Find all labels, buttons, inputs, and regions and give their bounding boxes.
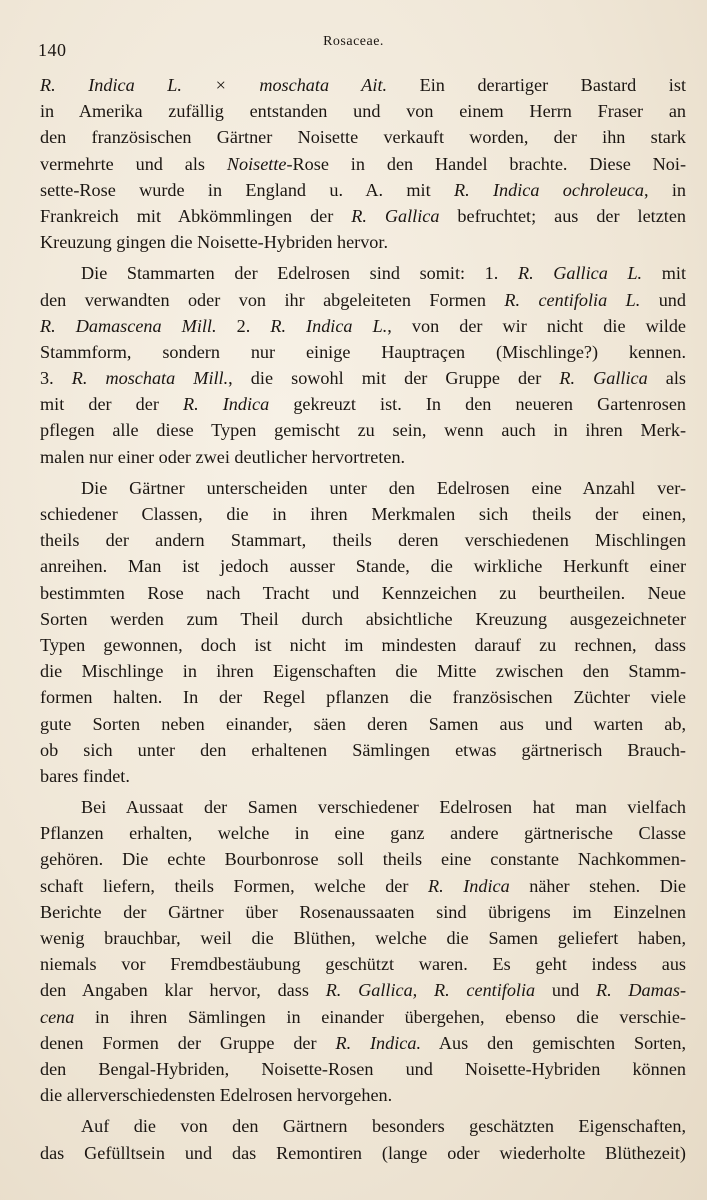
text-run: Bei Aussaat der Samen verschiedener Edelrosen hat man vielfach	[81, 797, 686, 818]
text-line	[40, 229, 686, 255]
text-line	[40, 417, 686, 443]
italic-run: R. Gallica L.	[517, 263, 643, 284]
text-run: den Angaben klar hervor, dass	[40, 980, 326, 1001]
italic-run: cena	[40, 1006, 75, 1027]
text-line	[40, 684, 686, 710]
text-run: wenig brauchbar, weil die Blüthen, welche die Samen geliefert haben,	[40, 928, 686, 948]
text-run: Pflanzen erhalten, welche in eine ganz andere gärtnerische Classe	[40, 823, 686, 844]
italic-run: R. Damascena Mill.	[40, 315, 217, 336]
text-line	[40, 151, 686, 177]
text-run: in ihren Sämlingen in einander übergehen, ebenso die verschie-	[74, 1006, 686, 1027]
text-run: gekreuzt ist. In den neueren Gartenrosen	[269, 394, 686, 415]
text-run: schaft liefern, theils Formen, welche der	[40, 875, 428, 896]
text-run: Auf die von den Gärtnern besonders geschätzten Eigenschaften,	[81, 1116, 686, 1137]
text-line	[40, 1140, 686, 1166]
text-line	[40, 1030, 686, 1056]
text-line	[40, 527, 686, 553]
text-run: malen nur einer oder zwei deutlicher hervortreten.	[40, 446, 406, 467]
text-run: Aus den gemischten Sorten,	[421, 1032, 686, 1053]
running-title: Rosaceae.	[323, 34, 384, 49]
text-run: das Gefülltsein und das Remontiren (lange oder wiederholte Blüthezeit)	[40, 1142, 686, 1163]
text-line	[40, 1056, 686, 1082]
text-line	[40, 737, 686, 763]
text-line	[40, 501, 686, 527]
text-line	[40, 1113, 686, 1139]
text-run: Ein derartiger Bastard ist	[387, 75, 686, 95]
text-run: 2.	[216, 315, 271, 336]
italic-run: R. Gallica	[559, 368, 648, 389]
text-run: Die Gärtner unterscheiden unter den Edelrosen eine Anzahl ver-	[81, 477, 686, 498]
text-line	[40, 339, 686, 365]
text-run: in Amerika zufällig entstanden und von einem Herrn Fraser an	[40, 101, 686, 122]
text-run: gehören. Die echte Bourbonrose soll theils eine constante Nachkommen-	[40, 849, 686, 870]
italic-run: R. Gallica	[351, 205, 440, 226]
italic-run: R. moschata Mill.	[71, 368, 229, 389]
text-run: näher stehen. Die	[509, 875, 686, 896]
text-run: ob sich unter den erhaltenen Sämlingen etwas gärtnerisch Brauch-	[40, 739, 686, 760]
text-line	[40, 444, 686, 470]
text-run: , die sowohl mit der Gruppe der	[228, 368, 560, 389]
text-line	[40, 365, 686, 391]
text-line	[40, 72, 686, 98]
text-run: den Bengal-Hybriden, Noisette-Rosen und Noisette-Hybriden können	[40, 1058, 686, 1079]
text-run: bestimmten Rose nach Tracht und Kennzeichen zu beurtheilen. Neue	[40, 582, 686, 603]
text-run: und	[535, 980, 596, 1001]
text-run: den verwandten oder von ihr abgeleiteten Formen	[40, 289, 505, 310]
italic-run: R. Indica L. × moschata Ait.	[40, 75, 388, 95]
text-line	[40, 177, 686, 203]
text-run: mit	[642, 263, 686, 284]
text-line	[40, 260, 686, 286]
text-line	[40, 580, 686, 606]
text-line	[40, 475, 686, 501]
text-run: Berichte der Gärtner über Rosenaussaaten sind übrigens im Einzelnen	[40, 901, 686, 922]
text-line	[40, 1004, 686, 1030]
text-run: anreihen. Man ist jedoch ausser Stande, die wirkliche Herkunft einer	[40, 556, 686, 577]
paragraph	[40, 475, 686, 789]
italic-run: R. Indica L.	[270, 315, 388, 336]
text-line	[40, 606, 686, 632]
text-line	[40, 632, 686, 658]
text-run: den französischen Gärtner Noisette verkauft worden, der ihn stark	[40, 127, 686, 148]
text-run: , in	[643, 179, 686, 200]
italic-run: R. Gallica, R. centifolia	[325, 980, 536, 1001]
italic-run: R. Damas-	[595, 980, 687, 1001]
text-run: und	[640, 289, 686, 310]
text-run: schiedener Classen, die in ihren Merkmalen sich theils der einen,	[40, 504, 686, 524]
text-run: als	[647, 368, 686, 389]
text-line	[40, 124, 686, 150]
text-line	[40, 925, 686, 951]
text-run: Die Stammarten der Edelrosen sind somit: 1.	[81, 263, 518, 284]
text-run: pflegen alle diese Typen gemischt zu sein, wenn auch in ihren Merk-	[40, 420, 686, 441]
italic-run: R. Indica	[183, 394, 270, 415]
text-run: die Mischlinge in ihren Eigenschaften die Mitte zwischen den Stamm-	[40, 661, 686, 682]
text-line	[40, 846, 686, 872]
text-run: denen Formen der Gruppe der	[40, 1032, 336, 1053]
italic-run: R. centifolia L.	[504, 289, 641, 310]
italic-run: R. Indica	[428, 875, 510, 896]
text-line	[40, 658, 686, 684]
text-run: Stammform, sondern nur einige Hauptraçen (Mischlinge?) kennen.	[40, 341, 686, 362]
text-line	[40, 711, 686, 737]
paragraph	[40, 794, 686, 1108]
body-text	[40, 72, 686, 1166]
text-line	[40, 313, 686, 339]
text-line	[40, 794, 686, 820]
text-line	[40, 98, 686, 124]
paragraph	[40, 72, 686, 255]
text-run: niemals vor Fremdbestäubung geschützt waren. Es geht indess aus	[40, 954, 686, 975]
text-run: bares findet.	[40, 765, 130, 786]
italic-run: R. Indica ochroleuca	[453, 179, 644, 200]
text-line	[40, 873, 686, 899]
text-run: formen halten. In der Regel pflanzen die französischen Züchter viele	[40, 687, 686, 708]
text-line	[40, 203, 686, 229]
italic-run: R. Indica.	[335, 1032, 422, 1053]
text-run: Kreuzung gingen die Noisette-Hybriden hervor.	[40, 232, 388, 253]
text-run: vermehrte und als	[40, 153, 227, 174]
text-run: Sorten werden zum Theil durch absichtliche Kreuzung ausgezeichneter	[40, 608, 686, 629]
text-run: Typen gewonnen, doch ist nicht im mindesten darauf zu rechnen, dass	[40, 634, 686, 655]
text-line	[40, 553, 686, 579]
text-run: gute Sorten neben einander, säen deren Samen aus und warten ab,	[40, 713, 686, 734]
running-head	[0, 32, 707, 62]
italic-run: Noisette	[226, 153, 287, 174]
text-run: Frankreich mit Abkömmlingen der	[40, 205, 352, 226]
text-line	[40, 899, 686, 925]
text-run: befruchtet; aus der letzten	[439, 205, 686, 226]
text-run: 3.	[40, 368, 72, 389]
text-line	[40, 1082, 686, 1108]
page-number: 140	[38, 40, 67, 60]
text-run: -Rose in den Handel brachte. Diese Noi-	[286, 153, 686, 174]
text-run: , von der wir nicht die wilde	[387, 315, 686, 336]
text-line	[40, 820, 686, 846]
text-run: sette-Rose wurde in England u. A. mit	[40, 179, 454, 200]
text-line	[40, 391, 686, 417]
paragraph	[40, 1113, 686, 1165]
text-line	[40, 977, 686, 1003]
text-run: theils der andern Stammart, theils deren verschiedenen Mischlingen	[40, 530, 686, 551]
paragraph	[40, 260, 686, 470]
text-line	[40, 763, 686, 789]
text-line	[40, 951, 686, 977]
text-run: die allerverschiedensten Edelrosen hervorgehen.	[40, 1085, 393, 1106]
text-run: mit der der	[40, 394, 183, 415]
text-line	[40, 287, 686, 313]
